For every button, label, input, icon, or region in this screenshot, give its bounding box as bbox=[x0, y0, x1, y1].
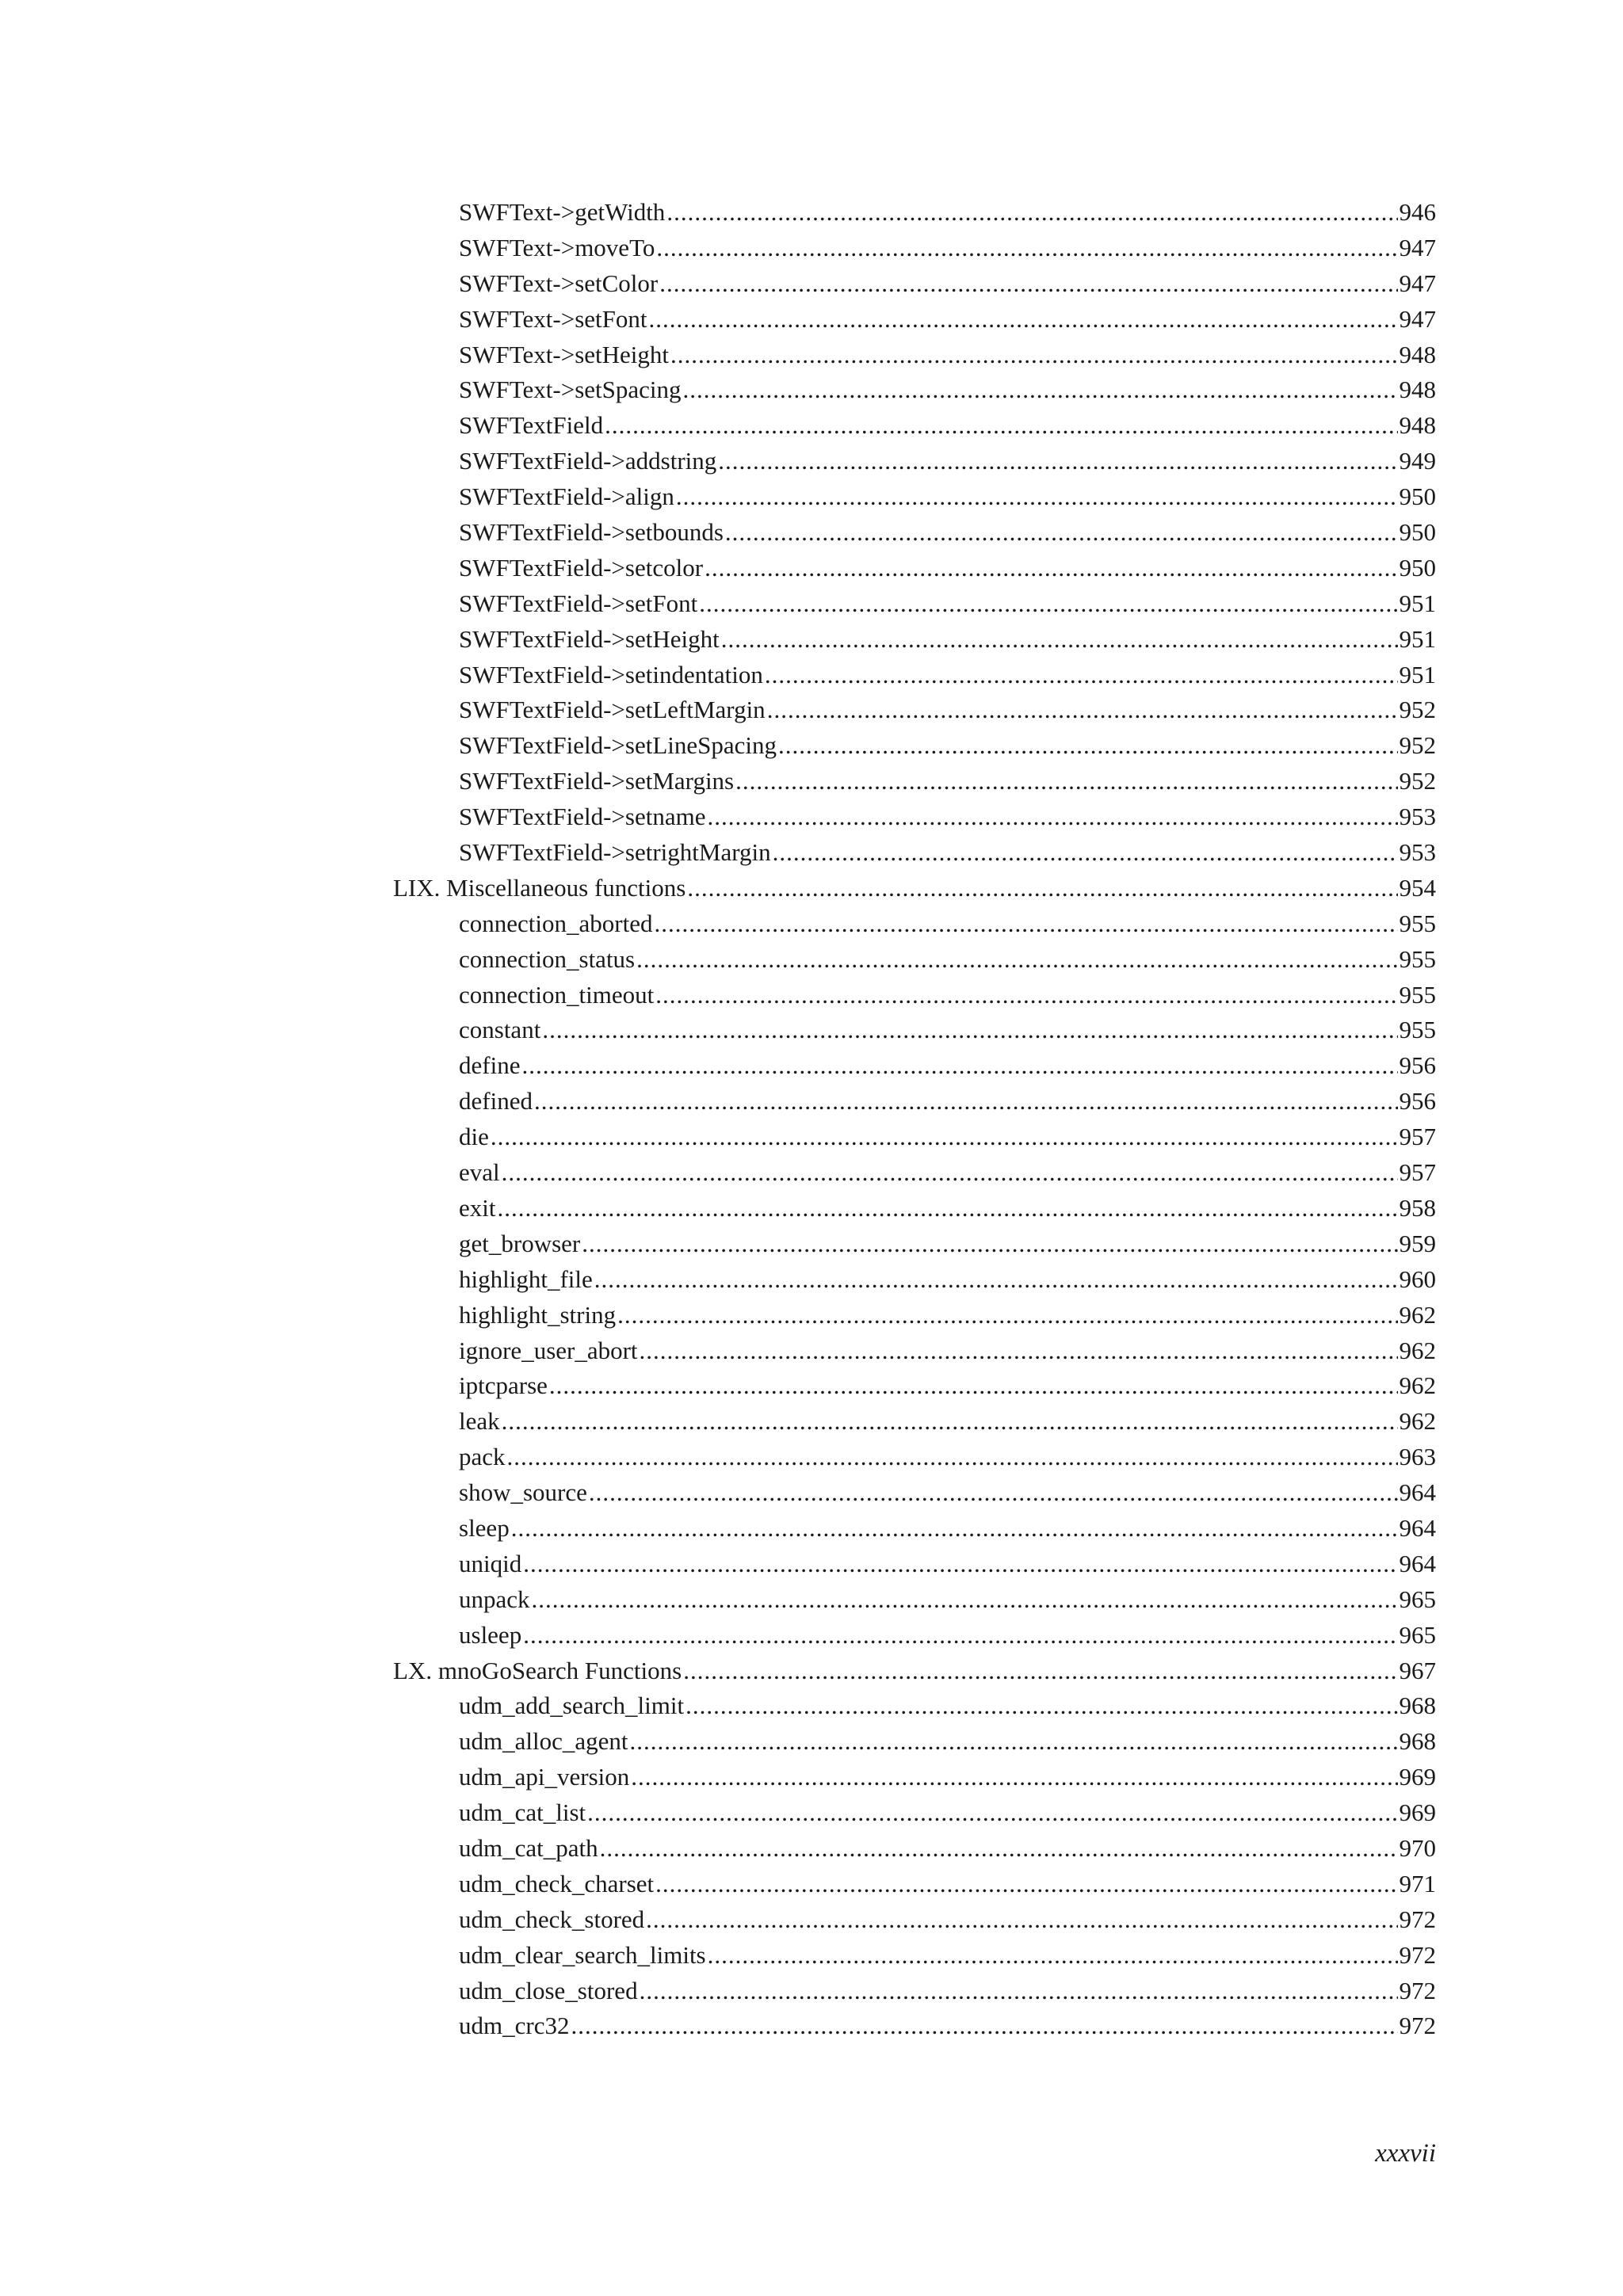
toc-entry-title: connection_status bbox=[459, 944, 636, 973]
toc-entry-page-number: 955 bbox=[1399, 944, 1436, 973]
toc-entry[interactable] bbox=[393, 1013, 1436, 1048]
page-number: xxxvii bbox=[1375, 2139, 1436, 2168]
toc-entry-page-number: 948 bbox=[1399, 340, 1436, 368]
toc-entry-title: eval bbox=[459, 1158, 500, 1187]
toc-entry-title: connection_timeout bbox=[459, 980, 655, 1009]
toc-entry-title: SWFTextField->addstring bbox=[459, 447, 717, 475]
table-of-contents bbox=[393, 195, 1436, 2044]
toc-entry-title: ignore_user_abort bbox=[459, 1336, 638, 1364]
toc-entry[interactable] bbox=[393, 1618, 1436, 1653]
toc-entry[interactable] bbox=[393, 266, 1436, 302]
toc-entry[interactable] bbox=[393, 1191, 1436, 1226]
toc-entry-title: SWFTextField->setHeight bbox=[459, 624, 720, 653]
dot-leader bbox=[605, 408, 1397, 444]
dot-leader bbox=[589, 1475, 1398, 1511]
toc-entry[interactable] bbox=[393, 444, 1436, 479]
toc-entry-page-number: 953 bbox=[1399, 803, 1436, 831]
dot-leader bbox=[687, 871, 1397, 906]
toc-entry-title: define bbox=[459, 1051, 521, 1080]
toc-entry-page-number: 956 bbox=[1399, 1051, 1436, 1080]
toc-entry-page-number: 950 bbox=[1399, 482, 1436, 511]
dot-leader bbox=[502, 1404, 1398, 1440]
dot-leader bbox=[640, 1333, 1398, 1369]
toc-chapter-entry[interactable] bbox=[393, 1653, 1436, 1689]
toc-entry-page-number: 952 bbox=[1399, 696, 1436, 724]
toc-entry-title: SWFText->setHeight bbox=[459, 340, 669, 368]
dot-leader bbox=[670, 338, 1398, 373]
dot-leader bbox=[600, 1831, 1398, 1867]
toc-entry-page-number: 951 bbox=[1399, 660, 1436, 688]
toc-entry-page-number: 951 bbox=[1399, 589, 1436, 617]
toc-entry[interactable] bbox=[393, 1048, 1436, 1084]
dot-leader bbox=[582, 1226, 1397, 1262]
dot-leader bbox=[655, 1867, 1397, 1902]
dot-leader bbox=[646, 1902, 1397, 1938]
toc-entry-page-number: 958 bbox=[1399, 1193, 1436, 1222]
toc-entry-title: SWFTextField->setLeftMargin bbox=[459, 696, 766, 724]
toc-entry-page-number: 969 bbox=[1399, 1763, 1436, 1791]
toc-entry-title: SWFTextField->setrightMargin bbox=[459, 838, 771, 867]
toc-entry-page-number: 955 bbox=[1399, 909, 1436, 937]
toc-entry[interactable] bbox=[393, 195, 1436, 231]
dot-leader bbox=[705, 551, 1397, 586]
dot-leader bbox=[630, 1724, 1398, 1760]
toc-entry[interactable] bbox=[393, 231, 1436, 266]
dot-leader bbox=[640, 1974, 1398, 2009]
toc-entry[interactable] bbox=[393, 1119, 1436, 1155]
toc-entry-page-number: 964 bbox=[1399, 1513, 1436, 1542]
toc-entry-page-number: 948 bbox=[1399, 376, 1436, 404]
dot-leader bbox=[655, 978, 1397, 1013]
toc-entry-page-number: 972 bbox=[1399, 2012, 1436, 2040]
toc-entry-page-number: 960 bbox=[1399, 1264, 1436, 1293]
dot-leader bbox=[699, 586, 1397, 622]
toc-entry-page-number: 964 bbox=[1399, 1549, 1436, 1577]
toc-entry-page-number: 952 bbox=[1399, 767, 1436, 795]
dot-leader bbox=[718, 444, 1397, 479]
dot-leader bbox=[778, 728, 1397, 764]
dot-leader bbox=[725, 515, 1398, 551]
toc-entry-page-number: 947 bbox=[1399, 233, 1436, 261]
toc-entry-title: udm_cat_list bbox=[459, 1798, 586, 1827]
toc-entry-title: udm_check_charset bbox=[459, 1869, 655, 1897]
toc-entry-title: SWFText->setFont bbox=[459, 304, 647, 333]
toc-entry[interactable] bbox=[393, 338, 1436, 373]
dot-leader bbox=[534, 1084, 1398, 1119]
toc-entry[interactable] bbox=[393, 942, 1436, 978]
dot-leader bbox=[648, 302, 1397, 338]
toc-entry-title: SWFTextField->setname bbox=[459, 803, 706, 831]
toc-entry-title: SWFTextField->setindentation bbox=[459, 660, 763, 688]
toc-entry[interactable] bbox=[393, 1511, 1436, 1547]
toc-entry-page-number: 967 bbox=[1399, 1656, 1436, 1684]
toc-entry[interactable] bbox=[393, 728, 1436, 764]
toc-entry-title: iptcparse bbox=[459, 1371, 548, 1400]
toc-entry[interactable] bbox=[393, 1368, 1436, 1404]
toc-entry[interactable] bbox=[393, 1404, 1436, 1440]
toc-entry-page-number: 968 bbox=[1399, 1727, 1436, 1756]
toc-entry[interactable] bbox=[393, 1760, 1436, 1795]
toc-entry[interactable] bbox=[393, 799, 1436, 835]
dot-leader bbox=[721, 622, 1398, 658]
toc-entry-page-number: 959 bbox=[1399, 1229, 1436, 1257]
toc-entry-page-number: 956 bbox=[1399, 1087, 1436, 1116]
toc-entry-title: udm_check_stored bbox=[459, 1905, 645, 1933]
toc-entry-page-number: 962 bbox=[1399, 1407, 1436, 1436]
toc-entry-title: SWFTextField bbox=[459, 411, 604, 440]
dot-leader bbox=[765, 658, 1398, 693]
toc-entry-title: SWFTextField->setLineSpacing bbox=[459, 731, 777, 760]
dot-leader bbox=[542, 1013, 1397, 1048]
toc-entry-title: SWFTextField->setcolor bbox=[459, 553, 704, 582]
toc-entry-page-number: 957 bbox=[1399, 1123, 1436, 1151]
toc-entry[interactable] bbox=[393, 1155, 1436, 1191]
toc-entry[interactable] bbox=[393, 1475, 1436, 1511]
dot-leader bbox=[683, 1653, 1397, 1689]
toc-entry[interactable] bbox=[393, 1582, 1436, 1618]
dot-leader bbox=[659, 266, 1397, 302]
toc-entry[interactable] bbox=[393, 1333, 1436, 1369]
toc-entry[interactable] bbox=[393, 1226, 1436, 1262]
dot-leader bbox=[523, 1547, 1397, 1582]
toc-entry-page-number: 949 bbox=[1399, 447, 1436, 475]
toc-entry-title: SWFText->setColor bbox=[459, 269, 659, 297]
toc-entry[interactable] bbox=[393, 1688, 1436, 1724]
toc-entry-page-number: 972 bbox=[1399, 1940, 1436, 1969]
toc-entry-page-number: 955 bbox=[1399, 1016, 1436, 1044]
dot-leader bbox=[767, 692, 1398, 728]
toc-entry-page-number: 947 bbox=[1399, 304, 1436, 333]
dot-leader bbox=[502, 1155, 1398, 1191]
toc-entry-title: leak bbox=[459, 1407, 500, 1436]
toc-entry-page-number: 972 bbox=[1399, 1905, 1436, 1933]
toc-entry-title: highlight_string bbox=[459, 1300, 617, 1329]
dot-leader bbox=[676, 479, 1398, 515]
dot-leader bbox=[617, 1298, 1397, 1333]
toc-entry[interactable] bbox=[393, 515, 1436, 551]
toc-entry-title: LX. mnoGoSearch Functions bbox=[393, 1656, 682, 1684]
toc-entry-page-number: 972 bbox=[1399, 1976, 1436, 2004]
dot-leader bbox=[656, 231, 1397, 266]
toc-entry-title: usleep bbox=[459, 1620, 522, 1649]
toc-entry[interactable] bbox=[393, 692, 1436, 728]
toc-entry[interactable] bbox=[393, 2008, 1436, 2044]
toc-entry-title: SWFTextField->setbounds bbox=[459, 518, 724, 547]
toc-entry[interactable] bbox=[393, 835, 1436, 871]
toc-entry[interactable] bbox=[393, 302, 1436, 338]
toc-entry-title: SWFTextField->setMargins bbox=[459, 767, 735, 795]
toc-entry-title: udm_cat_path bbox=[459, 1833, 598, 1862]
dot-leader bbox=[498, 1191, 1398, 1226]
toc-entry-title: udm_crc32 bbox=[459, 2012, 570, 2040]
toc-chapter-entry[interactable] bbox=[393, 871, 1436, 906]
toc-entry[interactable] bbox=[393, 551, 1436, 586]
toc-entry-title: unpack bbox=[459, 1585, 530, 1613]
toc-entry-title: udm_alloc_agent bbox=[459, 1727, 628, 1756]
toc-entry-page-number: 965 bbox=[1399, 1585, 1436, 1613]
toc-entry[interactable] bbox=[393, 1795, 1436, 1831]
toc-entry[interactable] bbox=[393, 1084, 1436, 1119]
toc-entry-page-number: 962 bbox=[1399, 1371, 1436, 1400]
toc-entry-title: uniqid bbox=[459, 1549, 522, 1577]
toc-entry[interactable] bbox=[393, 906, 1436, 942]
toc-entry-title: SWFText->setSpacing bbox=[459, 376, 682, 404]
toc-entry[interactable] bbox=[393, 978, 1436, 1013]
toc-entry[interactable] bbox=[393, 764, 1436, 799]
toc-entry-title: highlight_file bbox=[459, 1264, 593, 1293]
toc-entry[interactable] bbox=[393, 408, 1436, 444]
toc-entry-page-number: 948 bbox=[1399, 411, 1436, 440]
toc-entry[interactable] bbox=[393, 1298, 1436, 1333]
toc-entry-title: udm_clear_search_limits bbox=[459, 1940, 706, 1969]
dot-leader bbox=[571, 2008, 1397, 2044]
toc-entry-page-number: 952 bbox=[1399, 731, 1436, 760]
toc-entry-page-number: 968 bbox=[1399, 1691, 1436, 1720]
toc-entry[interactable] bbox=[393, 1974, 1436, 2009]
dot-leader bbox=[491, 1119, 1398, 1155]
toc-entry-title: connection_aborted bbox=[459, 909, 653, 937]
dot-leader bbox=[685, 1688, 1397, 1724]
dot-leader bbox=[511, 1511, 1398, 1547]
dot-leader bbox=[735, 764, 1397, 799]
toc-entry-page-number: 965 bbox=[1399, 1620, 1436, 1649]
toc-entry-title: pack bbox=[459, 1443, 506, 1471]
toc-entry-page-number: 953 bbox=[1399, 838, 1436, 867]
toc-entry[interactable] bbox=[393, 622, 1436, 658]
toc-entry-page-number: 947 bbox=[1399, 269, 1436, 297]
toc-entry-title: LIX. Miscellaneous functions bbox=[393, 873, 686, 902]
dot-leader bbox=[636, 942, 1397, 978]
toc-entry[interactable] bbox=[393, 1440, 1436, 1475]
toc-entry-title: SWFText->moveTo bbox=[459, 233, 655, 261]
dot-leader bbox=[523, 1618, 1397, 1653]
dot-leader bbox=[707, 799, 1397, 835]
toc-entry-title: SWFTextField->setFont bbox=[459, 589, 698, 617]
toc-entry[interactable] bbox=[393, 586, 1436, 622]
toc-entry[interactable] bbox=[393, 1938, 1436, 1974]
toc-entry-page-number: 955 bbox=[1399, 980, 1436, 1009]
toc-entry-title: exit bbox=[459, 1193, 496, 1222]
toc-entry-page-number: 962 bbox=[1399, 1336, 1436, 1364]
toc-entry[interactable] bbox=[393, 479, 1436, 515]
toc-entry-page-number: 969 bbox=[1399, 1798, 1436, 1827]
toc-entry[interactable] bbox=[393, 372, 1436, 408]
toc-entry[interactable] bbox=[393, 1547, 1436, 1582]
toc-entry-title: constant bbox=[459, 1016, 541, 1044]
toc-entry-title: show_source bbox=[459, 1478, 587, 1507]
toc-entry[interactable] bbox=[393, 658, 1436, 693]
dot-leader bbox=[587, 1795, 1397, 1831]
dot-leader bbox=[521, 1048, 1397, 1084]
dot-leader bbox=[594, 1262, 1398, 1298]
toc-entry-title: udm_add_search_limit bbox=[459, 1691, 685, 1720]
dot-leader bbox=[532, 1582, 1398, 1618]
dot-leader bbox=[773, 835, 1398, 871]
toc-entry-page-number: 954 bbox=[1399, 873, 1436, 902]
toc-entry-page-number: 951 bbox=[1399, 624, 1436, 653]
dot-leader bbox=[683, 372, 1398, 408]
toc-entry-title: SWFText->getWidth bbox=[459, 198, 666, 226]
toc-entry[interactable] bbox=[393, 1867, 1436, 1902]
dot-leader bbox=[708, 1938, 1398, 1974]
toc-entry-page-number: 963 bbox=[1399, 1443, 1436, 1471]
toc-entry[interactable] bbox=[393, 1262, 1436, 1298]
toc-entry-page-number: 962 bbox=[1399, 1300, 1436, 1329]
toc-entry-title: udm_api_version bbox=[459, 1763, 630, 1791]
toc-entry-page-number: 971 bbox=[1399, 1869, 1436, 1897]
toc-entry-title: udm_close_stored bbox=[459, 1976, 638, 2004]
toc-entry[interactable] bbox=[393, 1831, 1436, 1867]
dot-leader bbox=[549, 1368, 1398, 1404]
dot-leader bbox=[631, 1760, 1397, 1795]
toc-entry-title: get_browser bbox=[459, 1229, 581, 1257]
dot-leader bbox=[666, 195, 1397, 231]
toc-entry-page-number: 950 bbox=[1399, 553, 1436, 582]
toc-entry-page-number: 957 bbox=[1399, 1158, 1436, 1187]
toc-entry-page-number: 946 bbox=[1399, 198, 1436, 226]
toc-entry-title: sleep bbox=[459, 1513, 510, 1542]
toc-entry[interactable] bbox=[393, 1724, 1436, 1760]
toc-entry-page-number: 964 bbox=[1399, 1478, 1436, 1507]
dot-leader bbox=[654, 906, 1397, 942]
toc-entry-page-number: 950 bbox=[1399, 518, 1436, 547]
toc-entry[interactable] bbox=[393, 1902, 1436, 1938]
toc-entry-title: die bbox=[459, 1123, 489, 1151]
toc-entry-title: defined bbox=[459, 1087, 533, 1116]
toc-entry-page-number: 970 bbox=[1399, 1833, 1436, 1862]
toc-entry-title: SWFTextField->align bbox=[459, 482, 674, 511]
dot-leader bbox=[507, 1440, 1398, 1475]
